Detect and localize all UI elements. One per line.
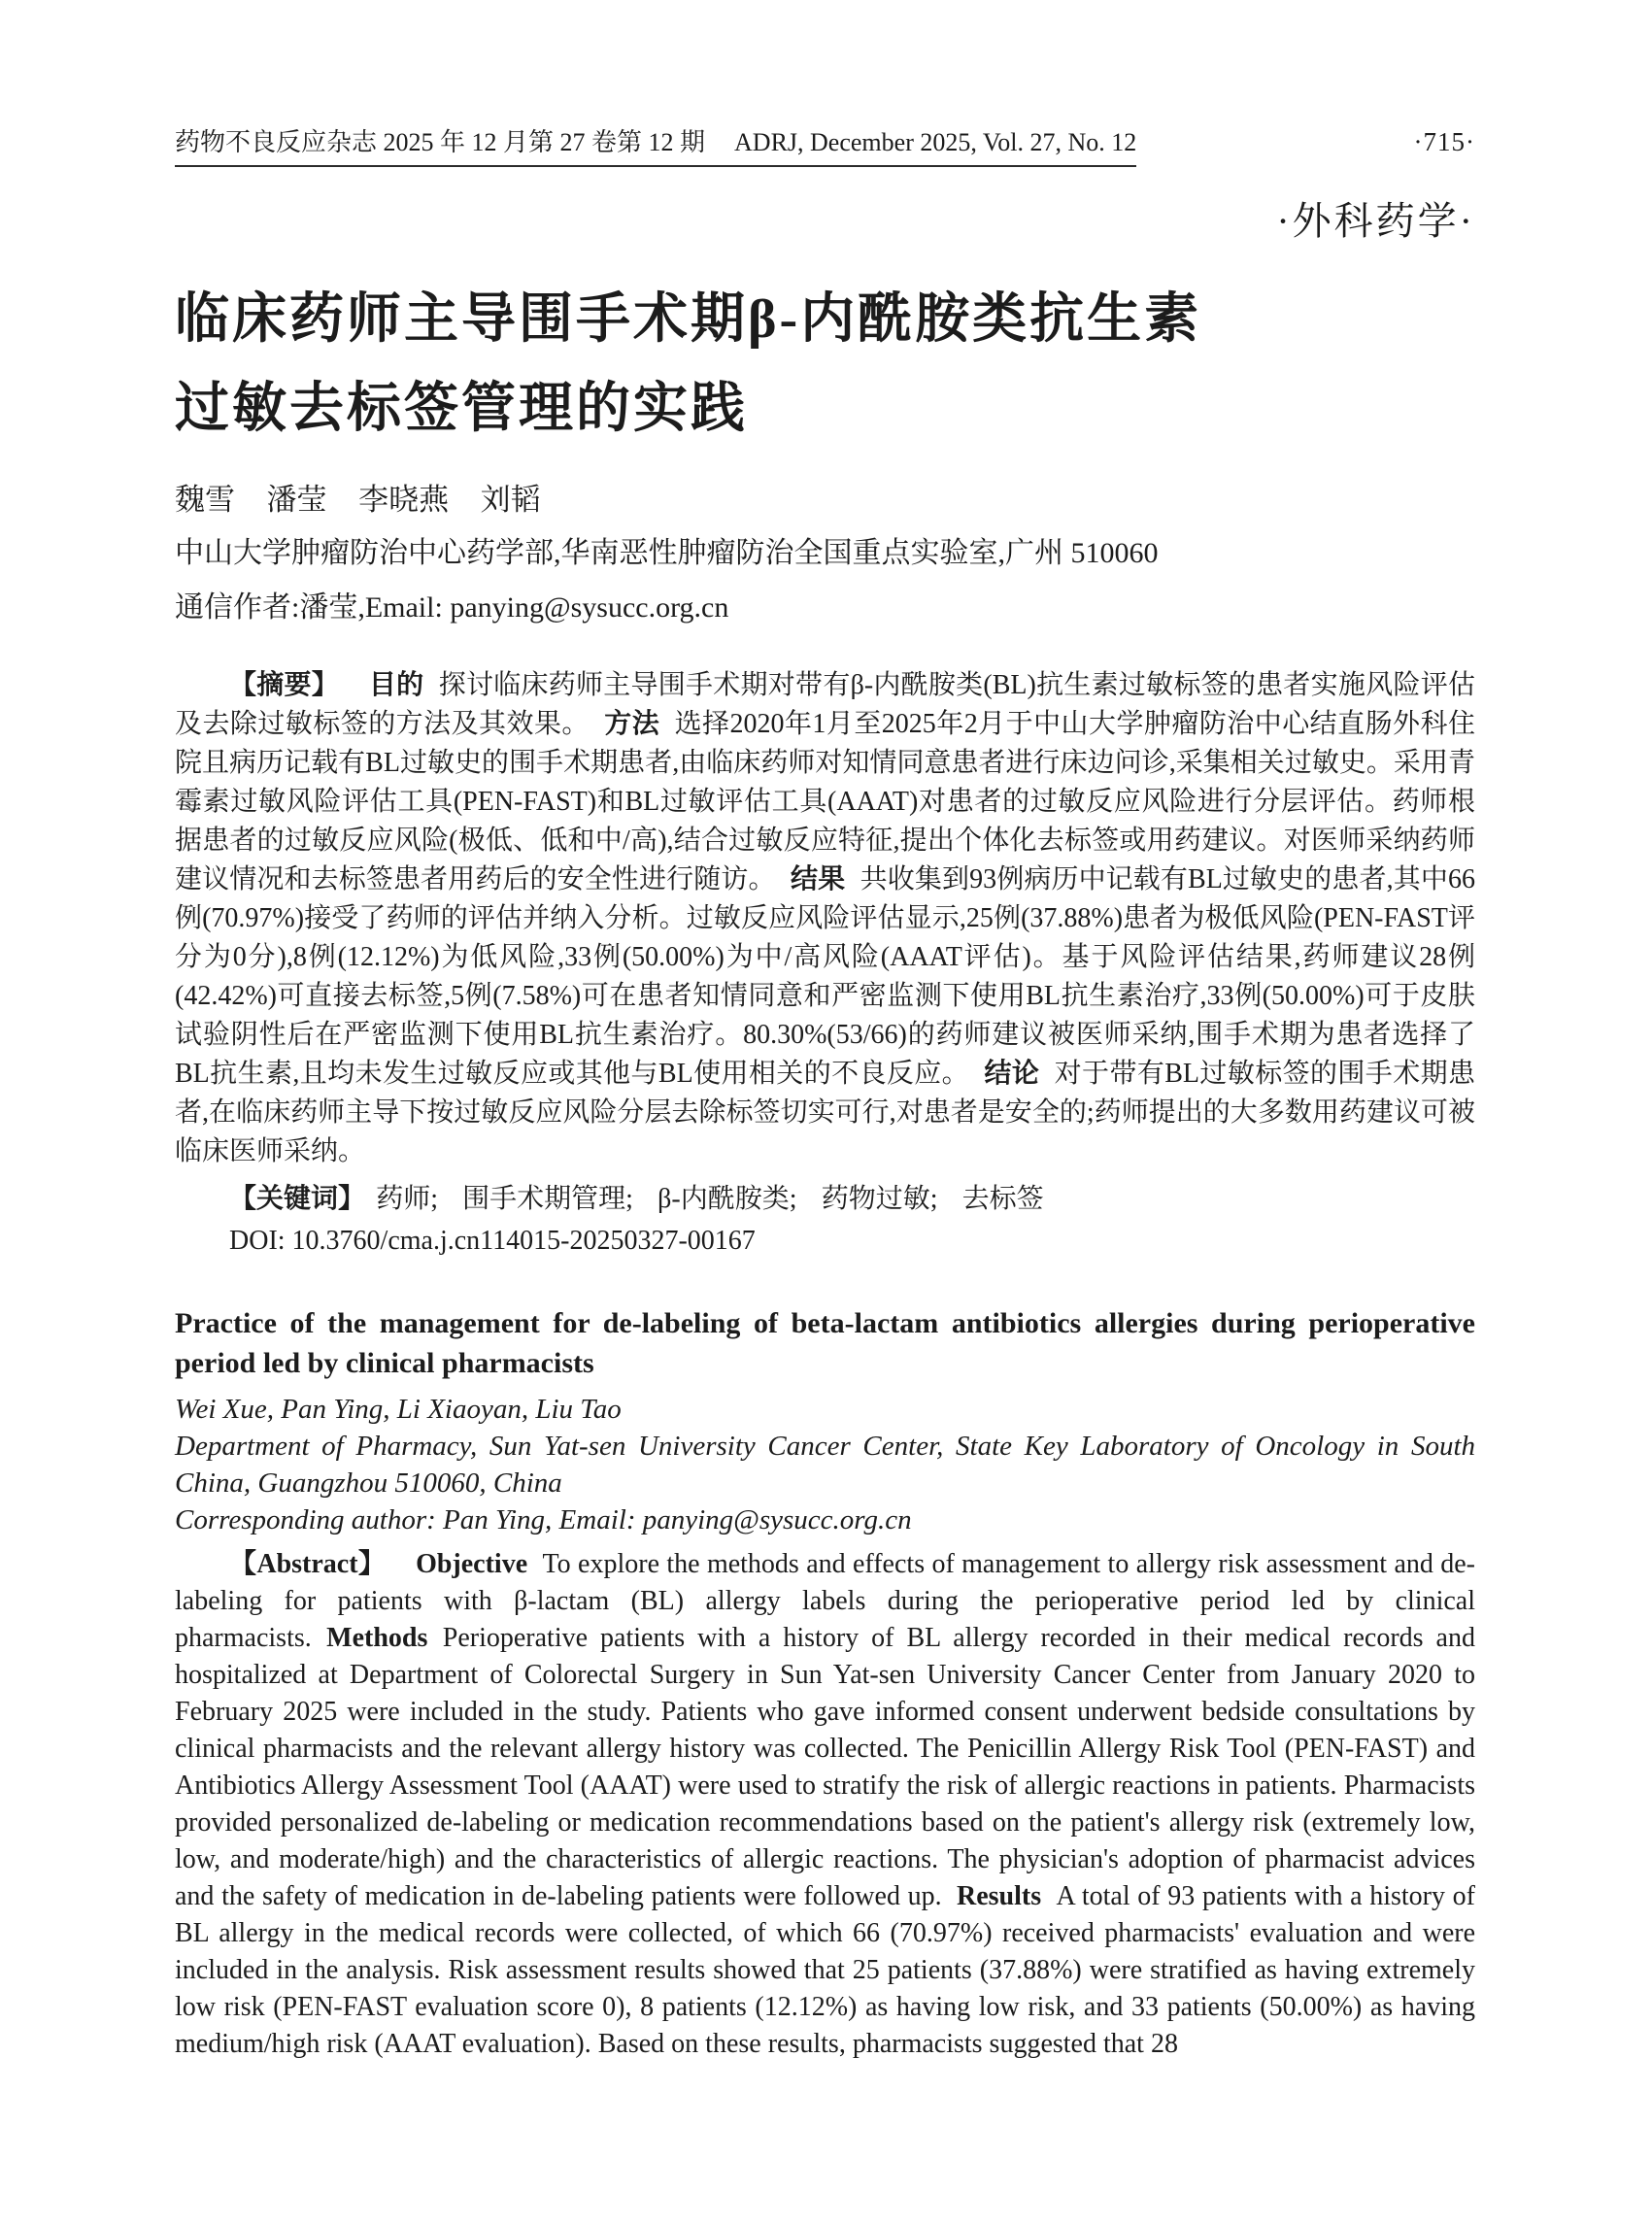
english-section — [175, 1303, 1475, 2063]
author-name: 魏雪 — [175, 483, 235, 517]
column-section-label: ·外科药学· — [1276, 199, 1475, 243]
body-text: 药物过敏; — [821, 1184, 938, 1214]
section-label: 【关键词】 — [229, 1184, 366, 1214]
section-label: 结论 — [984, 1059, 1040, 1089]
body-text: β-内酰胺类; — [657, 1184, 797, 1214]
author-name: 李晓燕 — [358, 483, 450, 517]
body-text: 对于带有BL过敏标签的围手术期患者,在临床药师主导下按过敏反应风险分层去除标签切实可行,对患者是安全的;药师提出的大多数用药建议可被临床医师采纳。 — [175, 1059, 1475, 1166]
journal-citation-en: ADRJ, December 2025, Vol. 27, No. 12 — [734, 128, 1137, 156]
body-text: 去标签 — [961, 1184, 1044, 1214]
section-label: Objective — [416, 1549, 528, 1579]
authors-en: Wei Xue, Pan Ying, Li Xiaoyan, Liu Tao — [175, 1394, 622, 1425]
author-name: 刘韬 — [480, 483, 541, 517]
journal-citation — [175, 122, 1136, 167]
abstract-en — [175, 1546, 1475, 2063]
section-label: Methods — [326, 1623, 428, 1653]
corresponding-author-en: Corresponding author: Pan Ying, Email: panying@sysucc.org.cn — [175, 1504, 912, 1535]
article-title-cn-line2: 过敏去标签管理的实践 — [175, 379, 748, 439]
section-label: 【摘要】 — [229, 670, 340, 700]
running-header — [175, 122, 1475, 167]
affiliation-en: Department of Pharmacy, Sun Yat-sen University Cancer Center, State Key Laboratory of Oncology in South China, Guangzhou 510060, China — [175, 1431, 1475, 1499]
body-text: To explore the methods and effects of management to allergy risk assessment and de-labeling for patients with β-lactam (BL) allergy labels during the perioperative period led by clinical pharmacists. — [175, 1549, 1475, 1653]
article-title-cn-line1: 临床药师主导围手术期β-内酰胺类抗生素 — [175, 289, 1202, 350]
body-text: Perioperative patients with a history of BL allergy recorded in their medical records and hospitalized at Department of Colorectal Surgery in Sun Yat-sen University Cancer Center from January 2020 to February 2025 were included in the study. Patients who gave informed consent underwent bedside consultations by clinical pharmacists and the relevant allergy history was collected. The Penicillin Allergy Risk Tool (PEN-FAST) and Antibiotics Allergy Assessment Tool (AAAT) were used to stratify the risk of allergic reactions in patients. Pharmacists provided personalized de-labeling or medication recommendations based on the patient's allergy risk (extremely low, low, and moderate/high) and the characteristics of allergic reactions. The physician's adoption of pharmacist advices and the safety of medication in de-labeling patients were followed up. — [175, 1623, 1475, 1911]
section-label: Results — [957, 1881, 1042, 1911]
section-label: 【Abstract】 — [229, 1549, 387, 1579]
section-label: 方法 — [604, 709, 660, 739]
keywords-cn — [175, 1177, 1475, 1216]
section-label: 目的 — [368, 670, 424, 700]
article-title-en: Practice of the management for de-labeling of beta-lactam antibiotics allergies during perioperative period led by clinical pharmacists — [175, 1307, 1475, 1379]
author-name: 潘莹 — [266, 483, 327, 517]
body-text: 选择2020年1月至2025年2月于中山大学肿瘤防治中心结直肠外科住院且病历记载有BL过敏史的围手术期患者,由临床药师对知情同意患者进行床边问诊,采集相关过敏史。采用青霉素过敏风险评估工具(PEN-FAST)和BL过敏评估工具(AAAT)对患者的过敏反应风险进行分层评估。药师根据患者的过敏反应风险(极低、低和中/高),结合过敏反应特征,提出个体化去标签或用药建议。对医师采纳药师建议情况和去标签患者用药后的安全性进行随访。 — [175, 709, 1475, 894]
body-text: 共收集到93例病历中记载有BL过敏史的患者,其中66例(70.97%)接受了药师的评估并纳入分析。过敏反应风险评估显示,25例(37.88%)患者为极低风险(PEN-FAST评分为0分),8例(12.12%)为低风险,33例(50.00%)为中/高风险(AAAT评估)。基于风险评估结果,药师建议28例(42.42%)可直接去标签,5例(7.58%)可在患者知情同意和严密监测下使用BL抗生素治疗,33例(50.00%)可于皮肤试验阴性后在严密监测下使用BL抗生素治疗。80.30%(53/66)的药师建议被医师采纳,围手术期为患者选择了BL抗生素,且均未发生过敏反应或其他与BL使用相关的不良反应。 — [175, 864, 1475, 1089]
journal-citation-cn: 药物不良反应杂志 2025 年 12 月第 27 卷第 12 期 — [175, 128, 706, 156]
body-text: A total of 93 patients with a history of BL allergy in the medical records were collected, of which 66 (70.97%) received pharmacists' evaluation and were included in the analysis. Risk assessment results showed that 25 patients (37.88%) were stratified as having extremely low risk (PEN-FAST evaluation score 0), 8 patients (12.12%) as having low risk, and 33 patients (50.00%) as having medium/high risk (AAAT evaluation). Based on these results, pharmacists suggested that 28 — [175, 1881, 1475, 2059]
affiliation-cn: 中山大学肿瘤防治中心药学部,华南恶性肿瘤防治全国重点实验室,广州 510060 — [175, 537, 1159, 569]
page-number: ·715· — [1413, 127, 1475, 156]
body-text: 药师; — [376, 1184, 438, 1214]
doi: DOI: 10.3760/cma.j.cn114015-20250327-00167 — [229, 1226, 756, 1256]
article-title-cn — [175, 275, 1475, 454]
section-label: 结果 — [790, 864, 846, 894]
body-text: 围手术期管理; — [462, 1184, 633, 1214]
authors-cn — [175, 475, 1475, 519]
body-text: 探讨临床药师主导围手术期对带有β-内酰胺类(BL)抗生素过敏标签的患者实施风险评估及去除过敏标签的方法及其效果。 — [175, 670, 1475, 739]
corresponding-author-cn: 通信作者:潘莹,Email: panying@sysucc.org.cn — [175, 591, 729, 624]
abstract-cn — [175, 666, 1475, 1171]
